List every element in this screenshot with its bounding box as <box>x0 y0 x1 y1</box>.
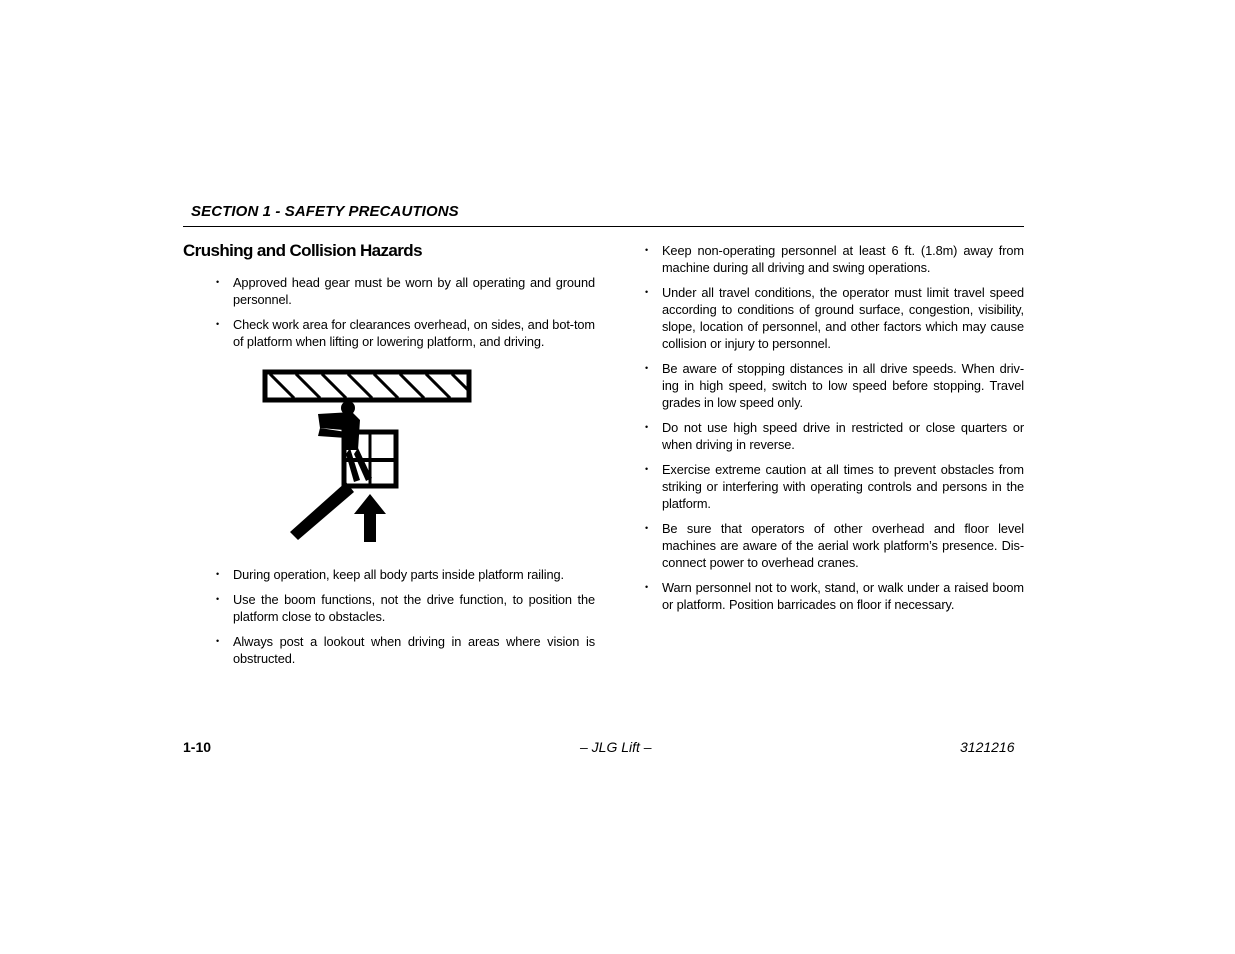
footer-brand: – JLG Lift – <box>580 739 652 755</box>
list-item: • Warn personnel not to work, stand, or walk under a raised boom or platform. Position barricades on floor if necessary. <box>645 579 1024 613</box>
header-rule <box>183 226 1024 227</box>
list-item: • Approved head gear must be worn by all operating and ground personnel. <box>216 274 595 308</box>
list-item: • Exercise extreme caution at all times to prevent obstacles from striking or interfering with operating controls and persons in the platform. <box>645 461 1024 512</box>
section-header: SECTION 1 - SAFETY PRECAUTIONS <box>191 203 459 220</box>
page-number: 1-10 <box>183 739 212 755</box>
list-item: • Under all travel conditions, the operator must limit travel speed according to conditions of ground surface, congestion, visibility, slope, location of personnel, and other factors which may cause collision or injury to personnel. <box>645 284 1024 352</box>
bullet-list-left-bottom <box>216 566 595 675</box>
list-item: • Be aware of stopping distances in all drive speeds. When driv-ing in high speed, switch to low speed before stopping. Travel grades in low speed only. <box>645 360 1024 411</box>
list-item: • Check work area for clearances overhead, on sides, and bot-tom of platform when lifting or lowering platform, and driving. <box>216 316 595 350</box>
list-item: • Keep non-operating personnel at least 6 ft. (1.8m) away from machine during all driving and swing operations. <box>645 242 1024 276</box>
list-item: • Do not use high speed drive in restricted or close quarters or when driving in reverse. <box>645 419 1024 453</box>
list-item: • Be sure that operators of other overhead and floor level machines are aware of the aerial work platform’s presence. Dis-connect power to overhead cranes. <box>645 520 1024 571</box>
bullet-list-left-top <box>216 274 595 358</box>
crushing-hazard-icon <box>250 362 480 554</box>
list-item: • Use the boom functions, not the drive function, to position the platform close to obstacles. <box>216 591 595 625</box>
list-item: • During operation, keep all body parts inside platform railing. <box>216 566 595 583</box>
bullet-list-right <box>645 242 1024 621</box>
section-heading: Crushing and Collision Hazards <box>183 241 422 260</box>
list-item: • Always post a lookout when driving in areas where vision is obstructed. <box>216 633 595 667</box>
document-number: 3121216 <box>960 739 1015 755</box>
